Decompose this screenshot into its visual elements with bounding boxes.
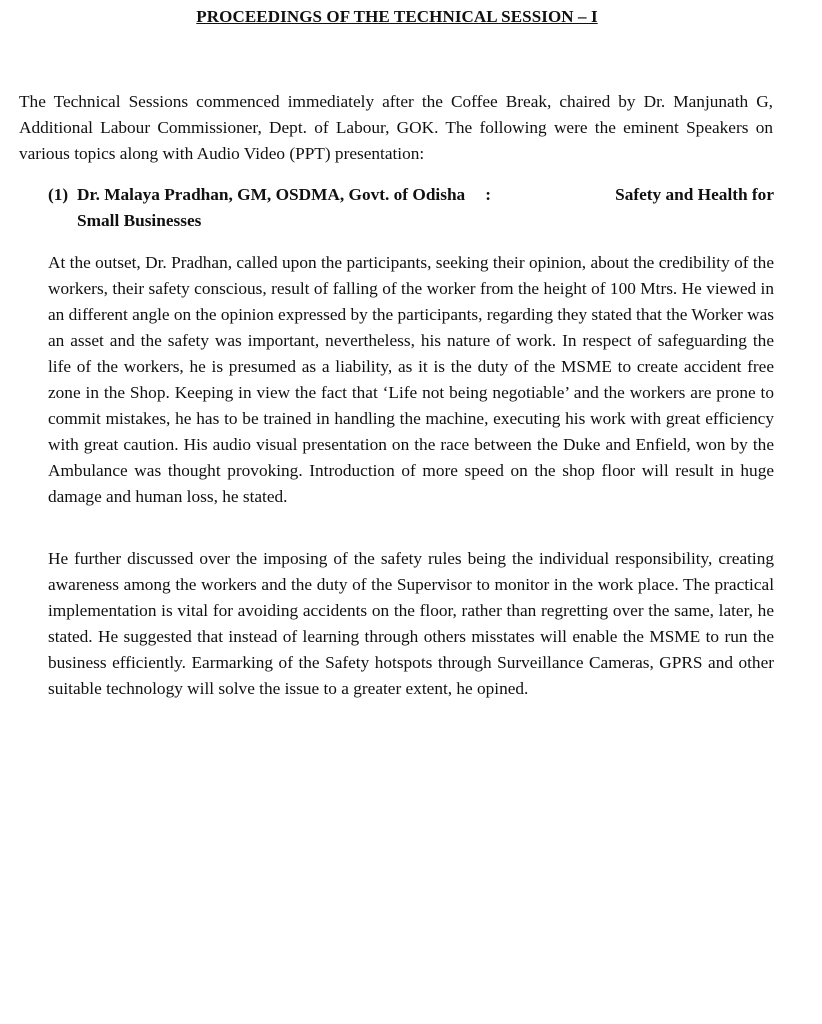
speaker-topic-line1: Safety and Health for (615, 185, 774, 204)
page-title: PROCEEDINGS OF THE TECHNICAL SESSION – I (196, 7, 598, 26)
speaker-name: Dr. Malaya Pradhan, GM, OSDMA, Govt. of Odisha (77, 185, 466, 204)
speaker-heading (48, 182, 774, 234)
intro-paragraph: The Technical Sessions commenced immediately after the Coffee Break, chaired by Dr. Manjunath G, Additional Labour Commissioner, Dept. of Labour, GOK. The following were the eminent Speakers on various topics along with Audio Video (PPT) presentation: (19, 92, 773, 163)
speaker-separator: : (485, 185, 491, 204)
body-paragraph-1: At the outset, Dr. Pradhan, called upon the participants, seeking their opinion, about the credibility of the workers, their safety conscious, result of falling of the worker from the height of 100 Mtrs. He viewed in an different angle on the opinion expressed by the participants, regarding they stated that the Worker was an asset and the safety was important, nevertheless, his nature of work. In respect of safeguarding the life of the workers, he is presumed as a liability, as it is the duty of the MSME to create accident free zone in the Shop. Keeping in view the fact that ‘Life not being negotiable’ and the workers are prone to commit mistakes, he has to be trained in handling the machine, executing his work with great efficiency with great caution. His audio visual presentation on the race between the Duke and Enfield, won by the Ambulance was thought provoking. Introduction of more speed on the shop floor will result in huge damage and human loss, he stated. (48, 253, 774, 506)
speaker-number: (1) (48, 185, 69, 204)
speaker-heading-line (48, 182, 774, 208)
body-paragraph-2: He further discussed over the imposing of the safety rules being the individual responsibility, creating awareness among the workers and the duty of the Supervisor to monitor in the work place. The practical implementation is vital for avoiding accidents on the floor, rather than regretting over the same, later, he stated. He suggested that instead of learning through others misstates will enable the MSME to run the business efficiently. Earmarking of the Safety hotspots through Surveillance Cameras, GPRS and other suitable technology will solve the issue to a greater extent, he opined. (48, 549, 774, 698)
speaker-topic-line2: Small Businesses (77, 211, 202, 230)
